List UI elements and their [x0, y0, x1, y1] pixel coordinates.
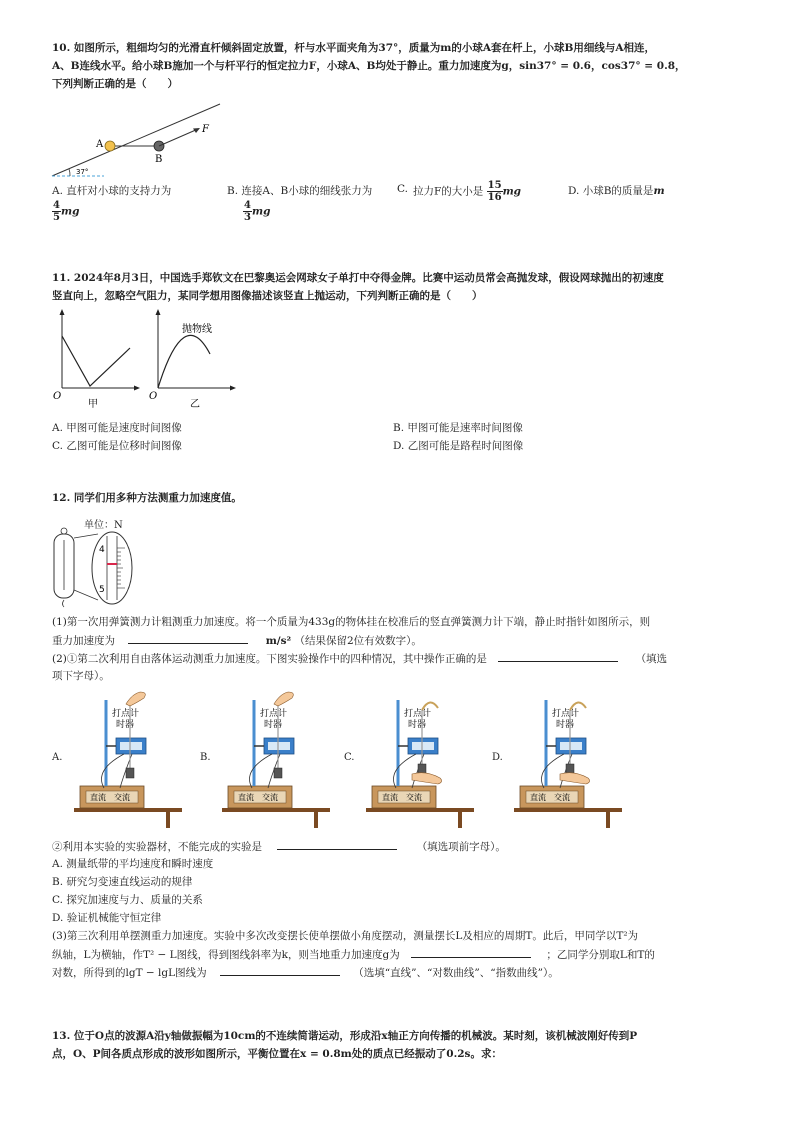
q10-option-b[interactable]	[227, 183, 372, 198]
q10-option-c-body: 拉力F的大小是 $\frac{15}{16}$ mg	[413, 180, 522, 203]
q10-option-b-fraction: $\frac{4}{3}$	[244, 200, 251, 223]
q10-option-a-value: $\frac{4}{5}$ mg	[53, 200, 80, 223]
timer-label-line1: 打点计	[260, 709, 288, 719]
timer-label-line1: 打点计	[404, 709, 432, 719]
q10-option-a-text: A. 直杆对小球的支持力为	[52, 185, 172, 197]
supply-dc-label: 直流	[238, 793, 254, 802]
stand-pole	[545, 700, 548, 786]
spring-unit-label: 单位：N	[84, 520, 123, 531]
supply-ac-label: 交流	[262, 793, 278, 802]
rod-line	[52, 104, 220, 176]
answer-blank-g1[interactable]	[128, 632, 248, 644]
apparatus-drawing	[366, 690, 496, 830]
label-f: F	[202, 124, 209, 135]
answer-blank-3-1[interactable]	[411, 946, 531, 958]
graph-a-vline	[62, 336, 130, 386]
supply-ac-label: 交流	[114, 793, 130, 802]
zoom-oval	[92, 532, 132, 604]
label-a: A	[96, 139, 104, 150]
q13-stem-line1: 13. 位于O点的波源A沿y轴做振幅为10cm的不连续简谐运动，形成沿x轴正方向传播的机械波。某时刻，该机械波刚好传到P	[52, 1030, 638, 1042]
hand-icon	[412, 773, 442, 784]
q11-option-d[interactable]: D. 乙图可能是路程时间图像	[393, 440, 524, 452]
q11-option-c[interactable]: C. 乙图可能是位移时间图像	[52, 440, 182, 452]
stand-pole	[397, 700, 400, 786]
apparatus-drawing	[514, 690, 644, 830]
graph-b-parabola	[158, 335, 210, 388]
supply-dc-label: 直流	[90, 793, 106, 802]
q10-option-c[interactable]: C.	[397, 183, 408, 195]
answer-blank-2-2[interactable]	[277, 838, 397, 850]
apparatus-drawing	[222, 690, 355, 830]
q10-option-a-fraction: $\frac{4}{5}$	[53, 200, 60, 223]
q10-stem-line3: 下列判断正确的是（ ）	[52, 78, 178, 90]
graph-b-y-arrow	[156, 309, 161, 315]
ball-a	[105, 141, 115, 151]
q12-p2b-option-d[interactable]: D. 验证机械能守恒定律	[52, 912, 162, 924]
q11-graph-b	[148, 308, 238, 408]
timer-label-line2: 时器	[116, 720, 135, 730]
stand-pole	[253, 700, 256, 786]
q11-stem-line2: 竖直向上，忽略空气阻力，某同学想用图像描述该竖直上抛运动，下列判断正确的是（ ）	[52, 290, 483, 302]
setup-label: B.	[200, 752, 211, 763]
q10-option-c-fraction: $\frac{15}{16}$	[487, 180, 502, 203]
q12-p2-line1: (2)①第二次利用自由落体运动测重力加速度。下图实验操作中的四种情况，其中操作正确的是 （填选	[52, 650, 667, 668]
setup-label: A.	[52, 752, 63, 763]
hand-icon	[126, 692, 145, 706]
q10-stem-line2: A、B连线水平。给小球B施加一个与杆平行的恒定拉力F，小球A、B均处于静止。重力加速度为g，sin37° = 0.6，cos37° = 0.8，	[52, 60, 686, 72]
table-top	[514, 808, 622, 812]
q12-p3-line2: 纵轴，L为横轴，作T² − L图线，得到图线斜率为k，则当地重力加速度g为 ；乙同学分别取L和T的	[52, 946, 655, 964]
spring-scale-figure	[50, 528, 140, 608]
q12-p3-line3: 对数，所得到的lgT − lgL图线为 （选填“直线”、“对数曲线”、“指数曲线”）。	[52, 964, 559, 982]
scale-hook	[63, 600, 65, 607]
scale-label-4: 4	[99, 545, 105, 555]
timer-label-line2: 时器	[264, 720, 283, 730]
table-leg	[166, 812, 170, 828]
graph-b-x-arrow	[230, 386, 236, 391]
timer-label-line2: 时器	[556, 720, 575, 730]
weight	[126, 768, 134, 778]
timer-label-line1: 打点计	[552, 709, 580, 719]
setup-d[interactable]	[492, 690, 632, 830]
graph-a-x-arrow	[134, 386, 140, 391]
q11-graph-a	[52, 308, 142, 408]
q11-stem-line1: 11. 2024年8月3日，中国选手郑钦文在巴黎奥运会网球女子单打中夺得金牌。比赛中运动员常会高抛发球，假设网球抛出的初速度	[52, 272, 664, 284]
answer-blank-3-2[interactable]	[220, 964, 340, 976]
zoom-line-top	[74, 534, 98, 538]
q12-p2b-option-b[interactable]: B. 研究匀变速直线运动的规律	[52, 876, 193, 888]
timer-label-line2: 时器	[408, 720, 427, 730]
graph-b-label: 乙	[190, 399, 200, 410]
q11-option-b[interactable]: B. 甲图可能是速率时间图像	[393, 422, 523, 434]
answer-blank-2-1[interactable]	[498, 650, 618, 662]
q12-p1-line1: (1)第一次用弹簧测力计粗测重力加速度。将一个质量为433g的物体挂在校准后的竖直弹簧测力计下端，静止时指针如图所示，则	[52, 616, 651, 628]
table-top	[222, 808, 330, 812]
timer-label-line1: 打点计	[112, 709, 140, 719]
q12-p2b-option-c[interactable]: C. 探究加速度与力、质量的关系	[52, 894, 203, 906]
q12-stem: 12. 同学们用多种方法测重力加速度值。	[52, 492, 242, 504]
q13-stem-line2: 点，O、P间各质点形成的波形如图所示，平衡位置在x = 0.8m处的质点已经振动了0.2s。求：	[52, 1048, 502, 1060]
hand-icon	[560, 773, 590, 784]
graph-a-origin: O	[53, 391, 62, 402]
q10-stem-line1: 10. 如图所示，粗细均匀的光滑直杆倾斜固定放置，杆与水平面夹角为37°，质量为m的小球A套在杆上，小球B用细线与A相连，	[52, 42, 656, 54]
label-b: B	[155, 154, 163, 165]
supply-ac-label: 交流	[406, 793, 422, 802]
q10-option-b-text: B. 连接A、B小球的细线张力为	[227, 185, 373, 197]
table-top	[366, 808, 474, 812]
zoom-line-bottom	[74, 590, 98, 600]
q10-option-d[interactable]: D. 小球B的质量是m	[568, 185, 665, 197]
scale-label-5: 5	[99, 585, 105, 595]
supply-dc-label: 直流	[382, 793, 398, 802]
apparatus-drawing	[74, 690, 204, 830]
force-arrow	[159, 129, 198, 146]
graph-b-curve-label: 抛物线	[182, 324, 212, 335]
q12-p2-line2: 项下字母）。	[52, 670, 110, 682]
q11-option-a[interactable]: A. 甲图可能是速度时间图像	[52, 422, 182, 434]
hand-icon	[274, 692, 293, 706]
q10-rod-figure	[52, 104, 252, 184]
table-leg	[606, 812, 610, 828]
table-leg	[314, 812, 318, 828]
q12-p2b-line: ②利用本实验的实验器材，不能完成的实验是 （填选项前字母）。	[52, 838, 506, 856]
table-leg	[458, 812, 462, 828]
q12-p3-line1: (3)第三次利用单摆测重力加速度。实验中多次改变摆长使单摆做小角度摆动，测量摆长L及相应的周期T。此后，甲同学以T²为	[52, 930, 639, 942]
setup-c[interactable]	[344, 690, 484, 830]
supply-ac-label: 交流	[554, 793, 570, 802]
q10-option-a[interactable]	[52, 183, 171, 198]
table-top	[74, 808, 182, 812]
setup-a[interactable]	[52, 690, 192, 830]
weight	[418, 764, 426, 773]
scale-top-ring	[61, 528, 67, 534]
graph-a-y-arrow	[60, 309, 65, 315]
setup-b[interactable]	[200, 690, 340, 830]
q12-p2b-option-a[interactable]: A. 测量纸带的平均速度和瞬时速度	[52, 858, 214, 870]
graph-b-origin: O	[149, 391, 158, 402]
weight	[566, 764, 574, 773]
setup-label: C.	[344, 752, 355, 763]
angle-arc	[69, 169, 70, 176]
weight	[274, 768, 282, 778]
angle-label: 37°	[76, 168, 89, 176]
setup-label: D.	[492, 752, 503, 763]
stand-pole	[105, 700, 108, 786]
q10-option-b-value: $\frac{4}{3}$ mg	[244, 200, 271, 223]
supply-dc-label: 直流	[530, 793, 546, 802]
graph-a-label: 甲	[88, 399, 98, 410]
q12-p1-line2: 重力加速度为 m/s² （结果保留2位有效数字）。	[52, 632, 422, 650]
